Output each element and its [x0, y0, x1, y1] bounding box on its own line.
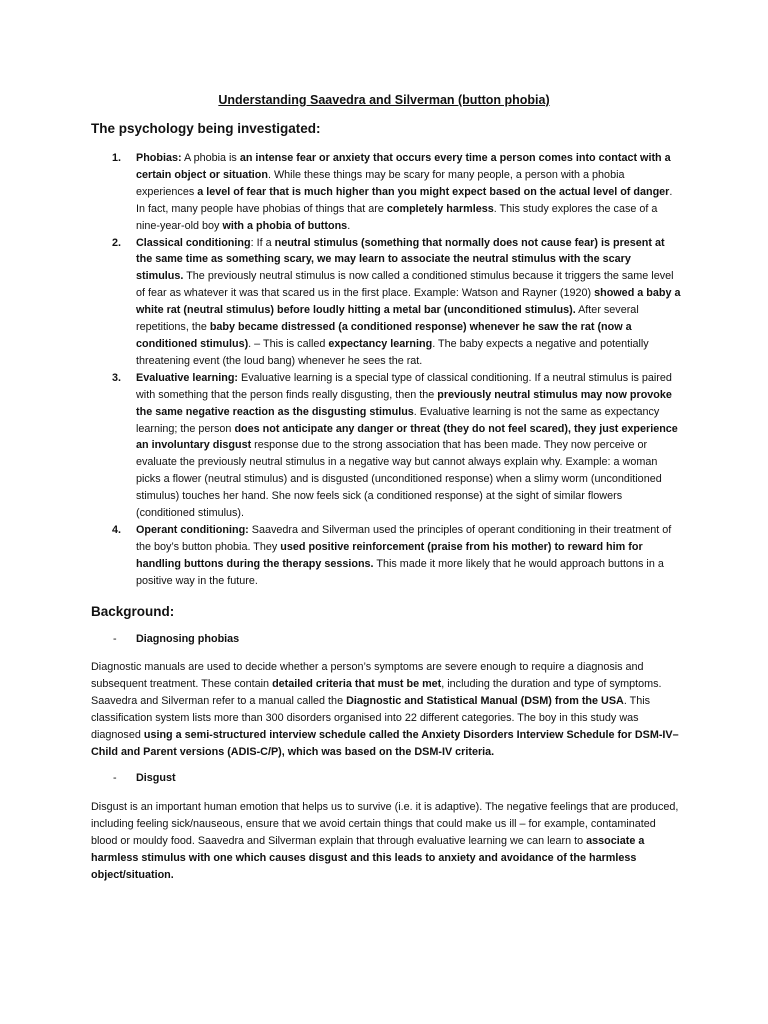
bold-text-segment: expectancy learning	[328, 337, 433, 350]
bold-text-segment: an intense fear or anxiety that occurs every time a person comes into contact with a certain object or situation	[136, 152, 671, 181]
bold-text-segment: neutral stimulus (something that normally does not cause fear) is present at the same time as something scary, we may learn to associate the neutral stimulus with the scary stimulus.	[136, 236, 665, 283]
subheading-text: Diagnosing phobias	[136, 633, 240, 645]
text-segment: Evaluative learning is a special type of classical conditioning. If a neutral stimulus is paired with something that the person finds really disgusting, then the	[136, 371, 672, 401]
subheading-disgust	[113, 772, 176, 784]
text-segment: response due to the strong association that has been made. They now perceive or evaluate the previously neutral stimulus in a negative way but cannot always explain why. Example: a woman picks a flower (neutral stimulus) and is disgusted (unconditioned response) when a slimy worm (unconditioned stimulus) touches her hand. She now feels sick (a conditioned response) at the sight of similar flowers (conditioned stimulus).	[136, 439, 662, 520]
subheading-text: Disgust	[136, 772, 176, 784]
paragraph-disgust	[91, 799, 681, 884]
section-heading-psychology: The psychology being investigated:	[91, 121, 321, 136]
bold-text-segment: associate a harmless stimulus with one which causes disgust and this leads to anxiety and avoidance of the harmless object/situation.	[91, 835, 645, 881]
text-segment: Disgust is an important human emotion that helps us to survive (i.e. it is adaptive). The negative feelings that are produced, including feeling sick/nauseous, ensure that we avoid certain things that could make us ill – for example, contaminated blood or mouldy food. Saavedra and Silverman explain that through evaluative learning we can learn to	[91, 801, 679, 847]
bold-text-segment: Operant conditioning:	[136, 523, 249, 536]
text-segment: This made it more likely that he would approach buttons in a positive way in the future.	[136, 557, 664, 587]
list-number: 2.	[112, 236, 122, 249]
text-segment: Diagnostic manuals are used to decide whether a person’s symptoms are severe enough to require a diagnosis and subsequent treatment. These contain	[91, 661, 644, 690]
list-item-phobias	[91, 150, 681, 235]
dash-bullet: -	[113, 633, 117, 645]
bold-text-segment: using a semi-structured interview schedule called the Anxiety Disorders Interview Schedule for DSM-IV–Child and Parent versions (ADIS-C/P), which was based on the DSM-IV criteria.	[91, 729, 679, 758]
bold-text-segment: baby became distressed (a conditioned response) whenever he saw the rat (now a conditioned stimulus)	[136, 321, 632, 350]
text-segment: . Evaluative learning is not the same as expectancy learning; the person	[136, 405, 660, 435]
paragraph-text	[91, 801, 678, 881]
text-segment: .	[347, 219, 351, 232]
numbered-list	[91, 150, 681, 590]
bold-text-segment: previously neutral stimulus may now provoke the same negative reaction as the disgusting stimulus	[136, 388, 672, 418]
list-item-text	[136, 524, 671, 587]
bold-text-segment: used positive reinforcement (praise from his mother) to reward him for handling buttons during the therapy sessions.	[136, 540, 643, 570]
bold-text-segment: does not anticipate any danger or threat (they do not feel scared), they just experience an involuntary disgust	[136, 422, 678, 452]
list-item-evaluative-learning	[91, 370, 681, 522]
text-segment: : If a	[250, 236, 275, 249]
bold-text-segment: a level of fear that is much higher than you might expect based on the actual level of danger	[197, 185, 670, 198]
bold-text-segment: Classical conditioning	[136, 236, 251, 249]
document-title: Understanding Saavedra and Silverman (button phobia)	[218, 93, 550, 107]
text-segment: . In fact, many people have phobias of things that are	[136, 185, 673, 215]
list-number: 3.	[112, 371, 122, 384]
text-segment: . The baby expects a negative and potentially threatening event (the loud bang) whenever he sees the rat.	[136, 337, 649, 367]
text-segment: . While these things may be scary for many people, a person with a phobia experiences	[136, 168, 625, 198]
text-segment: . This classification system lists more than 300 disorders organised into 22 different categories. The boy in this study was diagnosed	[91, 695, 651, 741]
bold-text-segment: Phobias:	[136, 152, 182, 164]
text-segment: After several repetitions, the	[136, 304, 639, 334]
text-segment: The previously neutral stimulus is now called a conditioned stimulus because it triggers the same level of fear as whatever it was that scared us in the first place. Example: Watson and Rayner (1920)	[136, 270, 674, 300]
text-segment: , including the duration and type of symptoms. Saavedra and Silverman refer to a manual called the	[91, 678, 662, 707]
text-segment: . – This is called	[248, 337, 329, 350]
paragraph-diagnosing	[91, 659, 681, 761]
list-item-text	[136, 372, 678, 519]
section-heading-background: Background:	[91, 604, 175, 619]
bold-text-segment: Evaluative learning:	[136, 371, 239, 384]
bold-text-segment: Diagnostic and Statistical Manual (DSM) from the USA	[346, 695, 624, 707]
dash-bullet: -	[113, 772, 117, 784]
bold-text-segment: completely harmless	[386, 202, 494, 215]
subheading-diagnosing-phobias	[113, 633, 239, 645]
bold-text-segment: showed a baby a white rat (neutral stimulus) before loudly hitting a metal bar (unconditioned stimulus).	[136, 287, 681, 317]
text-segment: A phobia is	[181, 152, 240, 164]
paragraph-text	[91, 661, 679, 758]
bold-text-segment: detailed criteria that must be met	[272, 678, 442, 690]
list-item-text	[136, 237, 681, 367]
list-item-text	[136, 152, 672, 232]
list-item-operant-conditioning	[91, 522, 681, 590]
list-number: 4.	[112, 523, 122, 536]
text-segment: Saavedra and Silverman used the principles of operant conditioning in their treatment of the boy’s button phobia. They	[136, 523, 672, 553]
list-number: 1.	[112, 152, 122, 164]
text-segment: . This study explores the case of a nine-year-old boy	[136, 202, 658, 232]
list-item-classical-conditioning	[91, 235, 681, 370]
bold-text-segment: with a phobia of buttons	[222, 219, 348, 232]
